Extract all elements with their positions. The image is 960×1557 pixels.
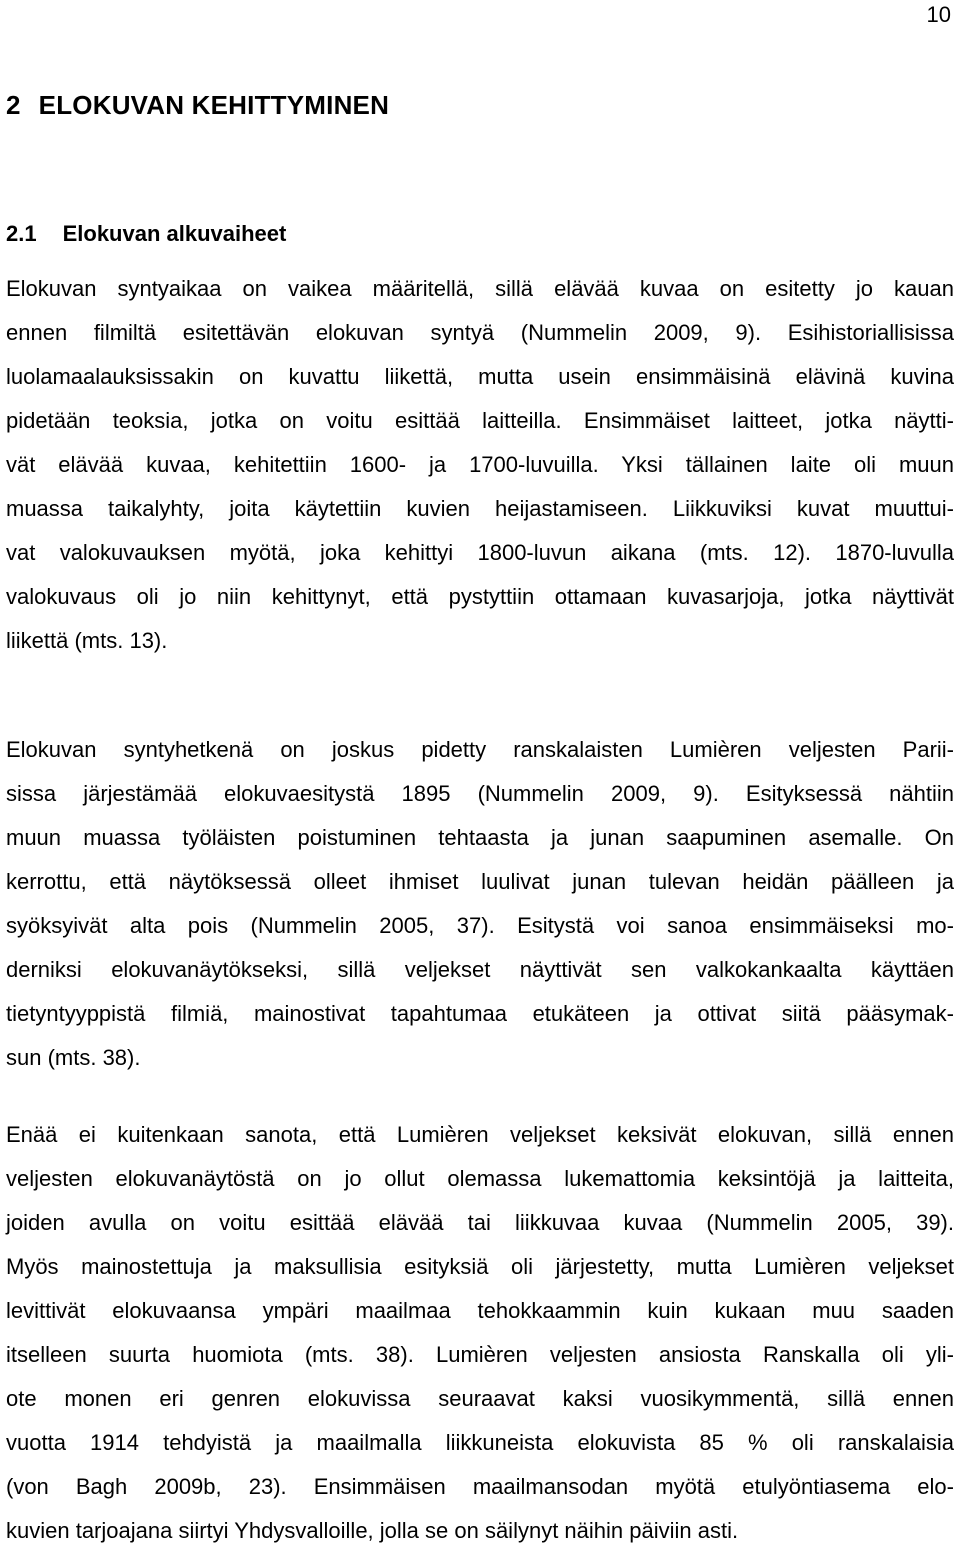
text-line: kerrottu, että näytöksessä olleet ihmiset luulivat junan tulevan heidän päälleen ja [6, 869, 954, 894]
text-line: veljesten elokuvanäytöstä on jo ollut olemassa lukemattomia keksintöjä ja laitteita, [6, 1166, 954, 1191]
text-line: vuotta 1914 tehdyistä ja maailmalla liikkuneista elokuvista 85 % oli ranskalaisia [6, 1430, 954, 1455]
paragraph [6, 1113, 954, 1553]
text-line: levittivät elokuvaansa ympäri maailmaa tehokkaammin kuin kukaan muu saaden [6, 1298, 954, 1323]
chapter-title: ELOKUVAN KEHITTYMINEN [38, 90, 390, 120]
text-line: syöksyivät alta pois (Nummelin 2005, 37). Esitystä voi sanoa ensimmäiseksi mo- [6, 913, 954, 938]
text-line: valokuvaus oli jo niin kehittynyt, että pystyttiin ottamaan kuvasarjoja, jotka näyttivät [6, 584, 954, 609]
text-line: vat valokuvauksen myötä, joka kehittyi 1800-luvun aikana (mts. 12). 1870-luvulla [6, 540, 954, 565]
text-line: sun (mts. 38). [6, 1045, 141, 1070]
paragraph [6, 267, 954, 663]
text-line: tietyntyyppistä filmiä, mainostivat tapahtumaa etukäteen ja ottivat siitä pääsymak- [6, 1001, 954, 1026]
text-line: muassa taikalyhty, joita käytettiin kuvien heijastamiseen. Liikkuviksi kuvat muuttui- [6, 496, 954, 521]
page-number: 10 [926, 2, 951, 27]
text-line: ote monen eri genren elokuvissa seuraavat kaksi vuosikymmentä, sillä ennen [6, 1386, 954, 1411]
text-line: liikettä (mts. 13). [6, 628, 168, 653]
text-line: joiden avulla on voitu esittää elävää tai liikkuvaa kuvaa (Nummelin 2005, 39). [6, 1210, 954, 1235]
section-number: 2.1 [6, 221, 37, 246]
chapter-number: 2 [6, 90, 21, 120]
text-line: Myös mainostettuja ja maksullisia esityksiä oli järjestetty, mutta Lumièren veljekset [6, 1254, 954, 1279]
text-line: luolamaalauksissakin on kuvattu liikettä, mutta usein ensimmäisinä elävinä kuvina [6, 364, 954, 389]
section-title: Elokuvan alkuvaiheet [62, 221, 287, 246]
text-line: Enää ei kuitenkaan sanota, että Lumièren veljekset keksivät elokuvan, sillä ennen [6, 1122, 954, 1147]
text-line: ennen filmiltä esitettävän elokuvan syntyä (Nummelin 2009, 9). Esihistoriallisissa [6, 320, 954, 345]
text-line: sissa järjestämää elokuvaesitystä 1895 (Nummelin 2009, 9). Esityksessä nähtiin [6, 781, 954, 806]
text-line: pidetään teoksia, jotka on voitu esittää laitteilla. Ensimmäiset laitteet, jotka näytti- [6, 408, 954, 433]
text-line: itselleen suurta huomiota (mts. 38). Lumièren veljesten ansiosta Ranskalla oli yli- [6, 1342, 954, 1367]
chapter-heading [6, 89, 389, 121]
text-line: kuvien tarjoajana siirtyi Yhdysvalloille, jolla se on säilynyt näihin päiviin asti. [6, 1518, 739, 1543]
paragraph [6, 728, 954, 1080]
text-line: Elokuvan syntyaikaa on vaikea määritellä, sillä elävää kuvaa on esitetty jo kauan [6, 276, 954, 301]
text-line: Elokuvan syntyhetkenä on joskus pidetty ranskalaisten Lumièren veljesten Parii- [6, 737, 954, 762]
section-heading [6, 220, 286, 248]
text-line: (von Bagh 2009b, 23). Ensimmäisen maailmansodan myötä etulyöntiasema elo- [6, 1474, 954, 1499]
text-line: vät elävää kuvaa, kehitettiin 1600- ja 1700-luvuilla. Yksi tällainen laite oli muun [6, 452, 954, 477]
text-line: muun muassa työläisten poistuminen tehtaasta ja junan saapuminen asemalle. On [6, 825, 954, 850]
text-line: derniksi elokuvanäytökseksi, sillä veljekset näyttivät sen valkokankaalta käyttäen [6, 957, 954, 982]
